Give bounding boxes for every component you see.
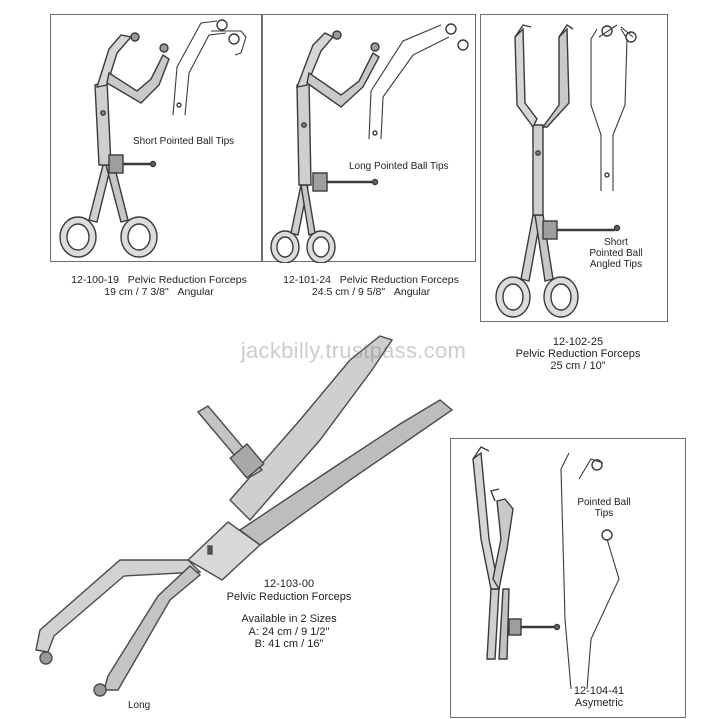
product-code: 12-104-41	[573, 685, 625, 697]
product-size-a: A: 24 cm / 9 1/2"	[248, 625, 330, 638]
product-name: Pelvic Reduction Forceps	[226, 590, 352, 603]
tip-label-line: Pointed Ball	[589, 248, 643, 259]
tip-label-line: Pointed Ball	[577, 497, 631, 508]
tip-label-line: Tips	[594, 508, 614, 519]
product-caption-12-103-00	[196, 578, 382, 651]
product-size: 25 cm / 10"	[550, 360, 606, 372]
product-code: 12-101-24	[283, 274, 332, 286]
tip-label: Long Pointed Ball Tips	[349, 161, 449, 172]
product-size-b: B: 41 cm / 16"	[254, 638, 324, 650]
tip-label: Short Pointed Ball Tips	[133, 136, 235, 147]
tip-label-line: Short	[604, 237, 628, 248]
product-name: Pelvic Reduction Forceps	[339, 274, 459, 286]
partial-label: Long	[128, 700, 151, 711]
product-size: 19 cm / 7 3/8"	[104, 286, 169, 298]
tip-label	[569, 497, 639, 519]
product-variant: Angular	[177, 286, 214, 298]
product-availability: Available in 2 Sizes	[241, 613, 337, 625]
product-variant: Angular	[393, 286, 431, 298]
product-size: 24.5 cm / 9 5/8"	[311, 286, 386, 298]
product-code: 12-102-25	[552, 336, 604, 348]
tip-label-line: Angled Tips	[589, 259, 643, 270]
forceps-illustration	[451, 439, 687, 719]
product-code: 12-103-00	[263, 578, 315, 590]
product-caption-12-104-41	[559, 685, 639, 709]
watermark-text: jackbilly.trustpass.com	[240, 338, 467, 363]
product-name: Asymetric	[574, 697, 624, 709]
product-name: Pelvic Reduction Forceps	[127, 274, 247, 286]
product-code: 12-100-19	[71, 274, 120, 286]
product-panel-12-104-41	[450, 438, 686, 718]
product-name: Pelvic Reduction Forceps	[515, 348, 641, 360]
